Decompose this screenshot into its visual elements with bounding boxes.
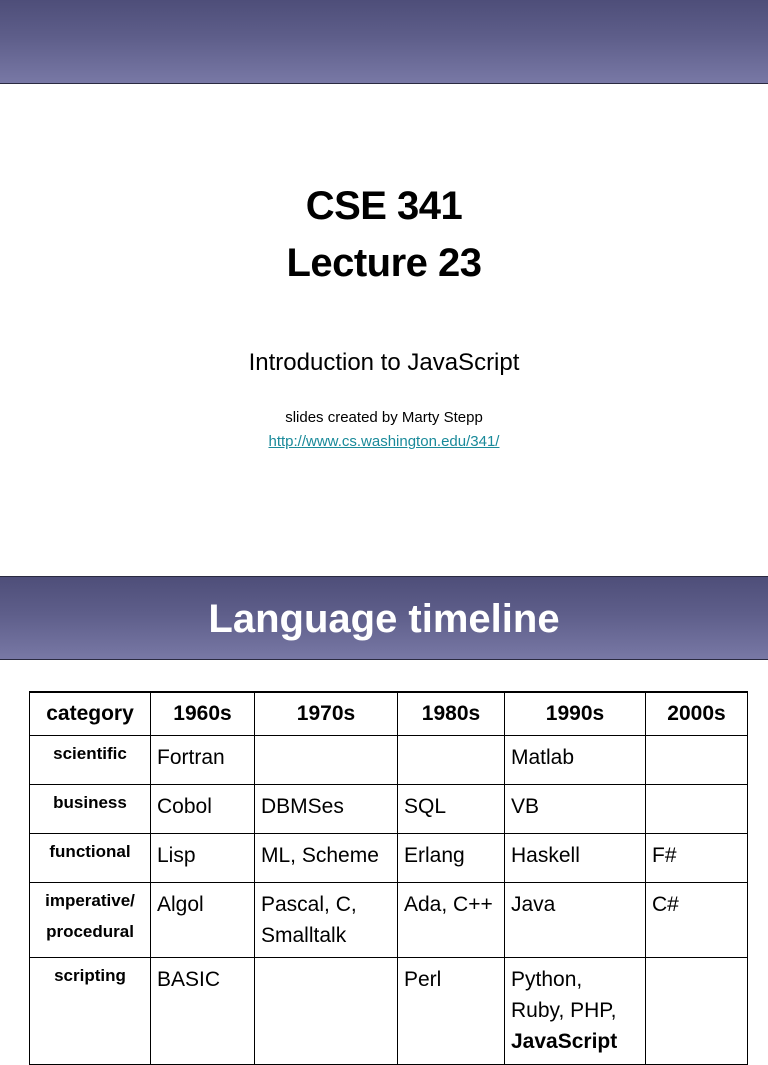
row-category: business [30, 785, 151, 834]
table-cell: SQL [398, 785, 505, 834]
table-cell [255, 883, 398, 958]
table-cell [255, 736, 398, 785]
timeline-slide [0, 576, 768, 1053]
table-cell: DBMSes [255, 785, 398, 834]
table-cell: Perl [398, 958, 505, 1065]
cell-line: Ruby, PHP, [511, 999, 617, 1022]
header-category: category [30, 692, 151, 736]
table-header-row [30, 692, 748, 736]
header-band [0, 576, 768, 660]
table-row [30, 736, 748, 785]
course-link[interactable]: http://www.cs.washington.edu/341/ [268, 433, 500, 450]
course-link-container [0, 432, 768, 452]
table-cell: F# [646, 834, 748, 883]
header-1970s: 1970s [255, 692, 398, 736]
lecture-subtitle: Introduction to JavaScript [248, 349, 520, 376]
table-cell: Ada, C++ [398, 883, 505, 958]
table-cell: BASIC [151, 958, 255, 1065]
header-1990s: 1990s [505, 692, 646, 736]
row-category: scientific [30, 736, 151, 785]
table-cell: Matlab [505, 736, 646, 785]
header-2000s: 2000s [646, 692, 748, 736]
author-credit: slides created by Marty Stepp [285, 409, 483, 426]
table-cell [398, 736, 505, 785]
lecture-title: Lecture 23 [286, 241, 482, 285]
slide-title: Language timeline [208, 597, 560, 641]
table-cell: Cobol [151, 785, 255, 834]
table-cell: Haskell [505, 834, 646, 883]
cell-line-emphasis: JavaScript [511, 1030, 618, 1053]
cell-line: Smalltalk [261, 924, 347, 947]
table-cell: Java [505, 883, 646, 958]
row-category [30, 883, 151, 958]
table-cell [505, 958, 646, 1065]
row-category: scripting [30, 958, 151, 1065]
cell-line: Pascal, C, [261, 893, 357, 916]
table-cell [255, 958, 398, 1065]
cell-line: Python, [511, 968, 583, 991]
course-title: CSE 341 [305, 184, 463, 228]
row-category-line: imperative/ [45, 891, 135, 910]
table-cell: C# [646, 883, 748, 958]
table-row [30, 834, 748, 883]
row-category: functional [30, 834, 151, 883]
table-row [30, 883, 748, 958]
table-row [30, 958, 748, 1065]
table-cell: Algol [151, 883, 255, 958]
table-row [30, 785, 748, 834]
language-timeline-table [29, 691, 748, 1065]
header-1960s: 1960s [151, 692, 255, 736]
table-cell: Fortran [151, 736, 255, 785]
table-cell [646, 785, 748, 834]
table-cell: ML, Scheme [255, 834, 398, 883]
table-cell: VB [505, 785, 646, 834]
table-cell: Erlang [398, 834, 505, 883]
row-category-line: procedural [46, 922, 134, 941]
header-1980s: 1980s [398, 692, 505, 736]
table-cell [646, 958, 748, 1065]
table-cell: Lisp [151, 834, 255, 883]
table-cell [646, 736, 748, 785]
header-band [0, 0, 768, 84]
